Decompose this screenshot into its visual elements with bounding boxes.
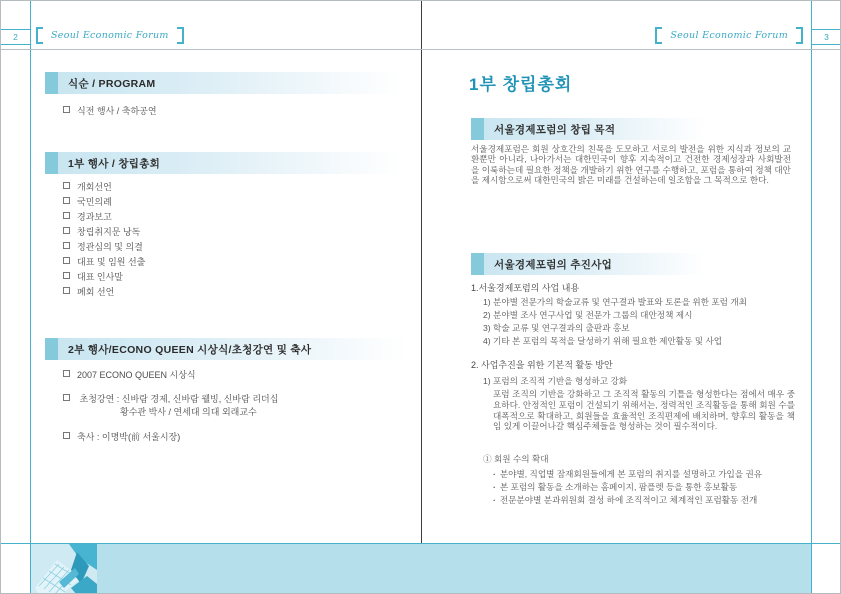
agenda-item: 대표 및 임원 선출 <box>63 256 145 269</box>
expand-item: · 전문분야별 분과위원회 결성 하에 조직적이고 체계적인 포럼활동 전개 <box>493 494 757 506</box>
expand-item: · 분야별, 직업별 잠재회원들에게 본 포럼의 취지를 설명하고 가입을 권유 <box>493 468 762 480</box>
lecture-line2: 황수관 박사 / 연세대 의대 외래교수 <box>120 407 257 417</box>
plan-body: 포럼 조직의 기반을 강화하고 그 조직적 활동의 기틀을 형성한다는 점에서 매우 중요하다. 안정적인 포럼이 건설되기 위해서는, 정력적인 조직활동을 통해 회원 수를 대폭적으로 확대하고, 회원들을 효율적인 조직편제에 배치하며, 향후의 활동을 책임 있게 이끌어나갈 핵심주체들을 형성하는 것이 필수적이다. <box>493 389 795 432</box>
footer-band <box>31 544 811 594</box>
right-page-title: 1부 창립총회 <box>469 75 573 94</box>
section-heading-program <box>45 72 401 94</box>
brand-name: Seoul Economic Forum <box>51 30 169 41</box>
brand-badge-right <box>655 26 803 45</box>
bracket-open-icon <box>36 27 43 44</box>
header-divider-rule <box>1 49 841 50</box>
agenda-item: 국민의례 <box>63 196 112 209</box>
section-title: 서울경제포럼의 창립 목적 <box>494 123 616 136</box>
section-heading-part2 <box>45 338 407 360</box>
page-number-right: 3 <box>824 32 829 42</box>
agenda-item: 대표 인사말 <box>63 271 123 284</box>
award-item: 2007 ECONO QUEEN 시상식 <box>63 369 196 382</box>
heading-square-icon <box>45 152 58 174</box>
business-item: 4) 기타 본 포럼의 목적을 달성하기 위해 필요한 제안활동 및 사업 <box>483 336 723 346</box>
purpose-body: 서울경제포럼은 회원 상호간의 친목을 도모하고 서로의 발전을 위한 지식과 정보의 교환뿐만 아니라, 나아가서는 대한민국이 향후 지속적이고 건전한 경제성장과 사회발전을 이룩하는데 필요한 정책을 개발하기 위한 연구를 수행하고, 포럼을 통하여 정책 대안을 제시함으로써 대한민국의 밝은 미래를 건설하는데 일조함을 그 목적으로 한다. <box>471 144 791 186</box>
expand-title: ① 회원 수의 확대 <box>483 454 549 464</box>
expand-item: · 본 포럼의 활동을 소개하는 홈페이지, 팜플렛 등을 통한 홍보활동 <box>493 481 737 493</box>
section-title: 식순 / PROGRAM <box>68 77 156 90</box>
plan-title: 2. 사업추진을 위한 기본적 활동 방안 <box>471 360 613 370</box>
heading-square-icon <box>471 118 484 140</box>
section-heading-part1 <box>45 152 401 174</box>
congrats-item: 축사 : 이명박(前 서울시장) <box>63 431 180 444</box>
bracket-close-icon <box>796 27 803 44</box>
section-title: 서울경제포럼의 추진사업 <box>494 258 613 271</box>
program-item: 식전 행사 / 축하공연 <box>63 105 157 118</box>
laptop-pen-photo <box>31 544 97 594</box>
page-number-rule <box>811 44 841 45</box>
agenda-item: 경과보고 <box>63 211 112 224</box>
lecture-item <box>63 393 278 419</box>
agenda-item: 창립취지문 낭독 <box>63 226 140 239</box>
center-fold-rule <box>421 1 422 544</box>
agenda-item: 폐회 선언 <box>63 286 114 299</box>
page-number-rule <box>1 44 31 45</box>
right-margin-rule <box>811 1 812 594</box>
business-item: 2) 분야별 조사 연구사업 및 전문가 그룹의 대안정책 제시 <box>483 310 693 320</box>
agenda-item: 개회선언 <box>63 181 112 194</box>
page-number-left: 2 <box>13 32 18 42</box>
business-item: 1) 분야별 전문가의 학술교류 및 연구결과 발표와 토론을 위한 포럼 개최 <box>483 297 747 307</box>
heading-square-icon <box>471 253 484 275</box>
section-heading-purpose <box>471 118 706 140</box>
bracket-close-icon <box>177 27 184 44</box>
heading-square-icon <box>45 338 58 360</box>
section-title: 2부 행사/ECONO QUEEN 시상식/초청강연 및 축사 <box>68 343 312 356</box>
heading-square-icon <box>45 72 58 94</box>
lecture-line1: 초청강연 : 신바람 경제, 신바람 웰빙, 신바람 리더십 <box>79 394 279 404</box>
brand-name: Seoul Economic Forum <box>670 30 788 41</box>
business-item: 3) 학술 교류 및 연구결과의 출판과 홍보 <box>483 323 630 333</box>
plan-item-title: 1) 포럼의 조직적 기반을 형성하고 강화 <box>483 376 628 386</box>
left-margin-rule <box>30 1 31 594</box>
section-title: 1부 행사 / 창립총회 <box>68 157 161 170</box>
bracket-open-icon <box>655 27 662 44</box>
agenda-item: 정관심의 및 의결 <box>63 241 143 254</box>
brand-badge-left <box>36 26 184 45</box>
section-heading-projects <box>471 253 706 275</box>
business-title: 1.서울경제포럼의 사업 내용 <box>471 283 580 293</box>
